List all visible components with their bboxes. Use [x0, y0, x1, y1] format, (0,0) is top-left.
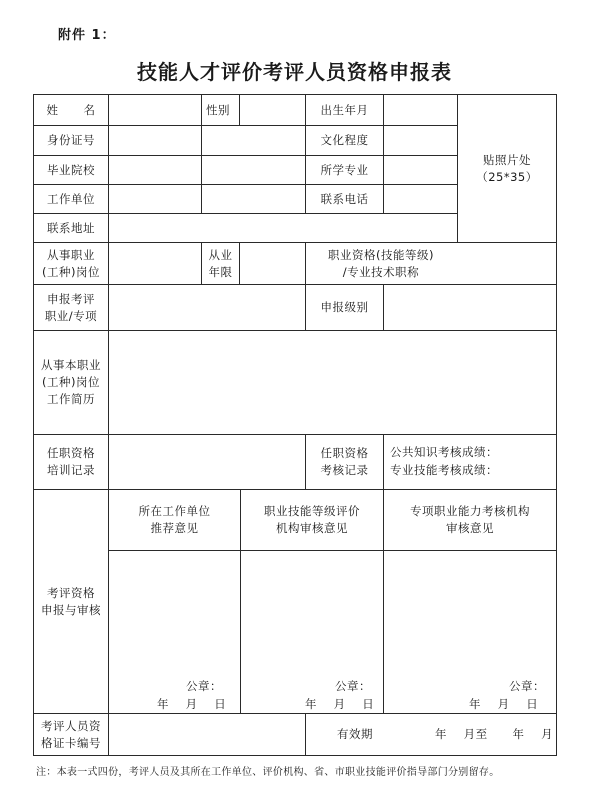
- birth-date-label: 出生年月: [320, 102, 369, 117]
- form-title: 技能人才评价考评人员资格申报表: [137, 60, 452, 84]
- education-label: 文化程度: [320, 133, 369, 147]
- certificate-number-label: 考评人员资 格证卡编号: [41, 718, 101, 750]
- attachment-label: 附件 1：: [58, 28, 116, 43]
- name-label: 姓 名: [46, 102, 96, 117]
- education-field[interactable]: [384, 126, 457, 155]
- date-line-3: 年 月 日: [469, 697, 539, 711]
- phone-field[interactable]: [384, 185, 457, 213]
- years-in-work-label: 从业 年限: [208, 247, 233, 279]
- work-unit-label: 工作单位: [47, 191, 95, 206]
- graduated-school-label: 毕业院校: [47, 162, 95, 177]
- occupation-post-field[interactable]: [109, 243, 201, 284]
- years-in-work-field[interactable]: [240, 243, 305, 284]
- work-unit-field[interactable]: [109, 185, 305, 213]
- name-field[interactable]: [109, 95, 201, 125]
- seal-label-1: 公章：: [186, 679, 222, 693]
- validity-label: 有效期: [337, 727, 373, 741]
- public-knowledge-score-label[interactable]: 公共知识考核成绩：: [390, 445, 498, 459]
- assessment-record-label: 任职资格 考核记录: [320, 446, 369, 477]
- major-label: 所学专业: [320, 162, 369, 177]
- certificate-number-field[interactable]: [109, 714, 305, 755]
- apply-level-label: 申报级别: [320, 300, 369, 314]
- professional-skill-score-label[interactable]: 专业技能考核成绩：: [390, 463, 498, 477]
- training-record-label: 任职资格 培训记录: [47, 446, 95, 477]
- date-line-1: 年 月 日: [157, 697, 227, 711]
- training-record-field[interactable]: [109, 435, 305, 489]
- evaluation-agency-opinion-field[interactable]: [241, 551, 383, 671]
- review-section-label: 考评资格 申报与审核: [41, 585, 101, 617]
- major-field[interactable]: [384, 156, 457, 184]
- id-number-label: 身份证号: [47, 133, 95, 147]
- date-line-2: 年 月 日: [305, 697, 375, 711]
- seal-label-3: 公章：: [509, 679, 545, 693]
- review-col3-header: 专项职业能力考核机构 审核意见: [410, 504, 530, 535]
- gender-field[interactable]: [240, 95, 305, 125]
- qualification-field[interactable]: [457, 243, 556, 284]
- work-resume-label: 从事本职业 (工种)岗位 工作简历: [41, 358, 101, 406]
- work-resume-field[interactable]: [109, 331, 556, 434]
- phone-label: 联系电话: [320, 191, 369, 206]
- review-col1-header: 所在工作单位 推荐意见: [138, 504, 211, 535]
- review-col2-header: 职业技能等级评价 机构审核意见: [264, 504, 360, 535]
- table-border-bottom: [33, 755, 557, 756]
- assessment-agency-opinion-field[interactable]: [384, 551, 556, 671]
- id-number-field[interactable]: [109, 126, 305, 155]
- apply-occupation-field[interactable]: [109, 285, 305, 330]
- footnote: 注：本表一式四份，考评人员及其所在工作单位、评价机构、省、市职业技能评价指导部门分别留存。: [36, 767, 500, 778]
- occupation-post-label: 从事职业 (工种)岗位: [42, 247, 100, 279]
- photo-placeholder[interactable]: 贴照片处 （25*35）: [476, 152, 538, 184]
- address-field[interactable]: [109, 214, 457, 242]
- validity-range[interactable]: 年 月至 年 月: [435, 727, 554, 741]
- apply-occupation-label: 申报考评 职业/专项: [44, 291, 98, 323]
- work-unit-opinion-field[interactable]: [109, 551, 240, 671]
- address-label: 联系地址: [47, 220, 95, 235]
- birth-date-field[interactable]: [384, 95, 457, 125]
- qualification-label: 职业资格(技能等级) /专业技术职称: [328, 247, 434, 279]
- table-border-right: [556, 94, 557, 756]
- graduated-school-field[interactable]: [109, 156, 305, 184]
- apply-level-field[interactable]: [384, 285, 556, 330]
- gender-label: 性别: [206, 102, 230, 117]
- seal-label-2: 公章：: [335, 679, 371, 693]
- application-form-table: [33, 94, 557, 756]
- col-line: [383, 434, 384, 489]
